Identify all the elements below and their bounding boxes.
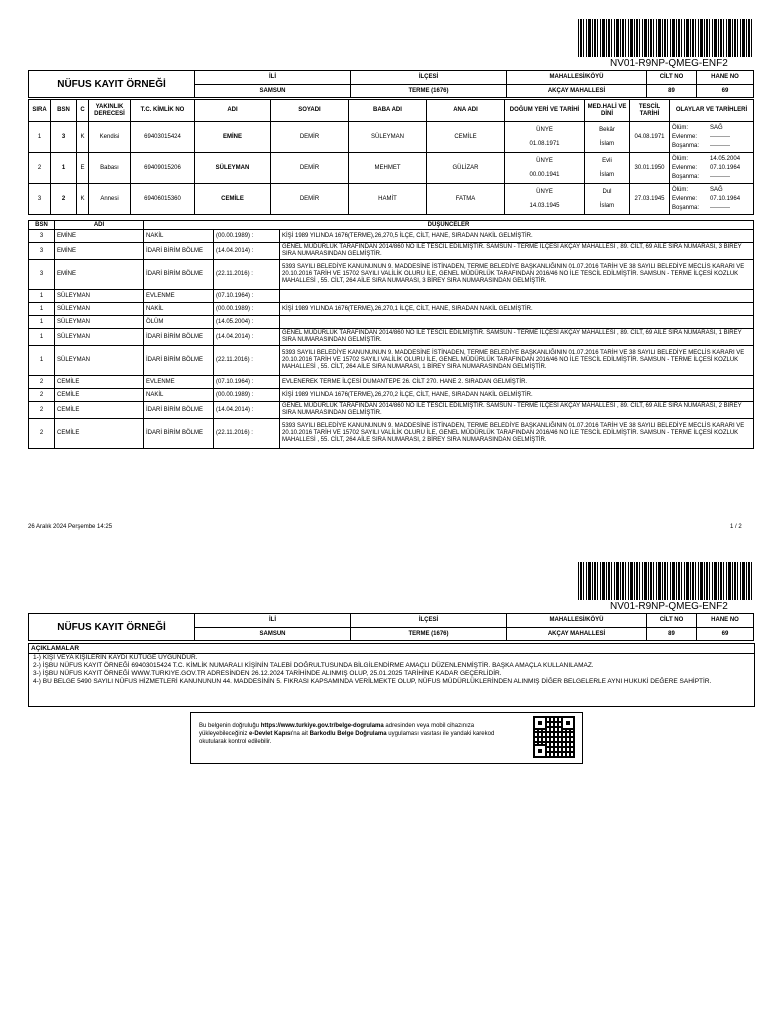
note-row (29, 303, 754, 316)
note-tarih: (22.11.2016) : (214, 419, 280, 449)
barcode-top (578, 19, 752, 57)
person-olaylar: Ölüm: SAĞ Evlenme: ---------- Boşanma: ---------- (670, 122, 754, 153)
verification-link[interactable]: https://www.turkiye.gov.tr/belge-dogrulama (260, 723, 384, 729)
persons-col-header: MED.HALİ VE DİNİ (585, 100, 630, 122)
note-tip: NAKİL (144, 303, 214, 316)
person-olaylar: Ölüm: SAĞ Evlenme: 07.10.1964 Boşanma: ---------- (670, 184, 754, 215)
person-ana: GÜLİZAR (427, 153, 505, 184)
person-medeni-din: Evli İslam (585, 153, 630, 184)
person-dogum: ÜNYE 14.03.1945 (505, 184, 585, 215)
person-sira: 1 (29, 122, 51, 153)
barcode-bottom (578, 562, 752, 600)
note-tip: İDARİ BİRİM BÖLME (144, 419, 214, 449)
note-adi: SÜLEYMAN (55, 316, 144, 329)
persons-col-header: BABA ADI (349, 100, 427, 122)
person-tc: 69403015424 (131, 122, 195, 153)
document-code: NV01-R9NP-QMEG-ENF2 (610, 601, 728, 612)
note-bsn: 3 (29, 260, 55, 290)
person-soyadi: DEMİR (271, 184, 349, 215)
person-adi: CEMİLE (195, 184, 271, 215)
note-bsn: 3 (29, 230, 55, 243)
person-baba: MEHMET (349, 153, 427, 184)
note-row (29, 329, 754, 346)
person-olaylar: Ölüm: 14.05.2004 Evlenme: 07.10.1964 Boşanma: ---------- (670, 153, 754, 184)
note-bsn: 2 (29, 389, 55, 402)
note-text: KİŞİ 1989 YILINDA 1676(TERME),26,270,5 İLÇE, CİLT, HANE, SIRADAN NAKİL GELMİŞTİR. (280, 230, 754, 243)
person-adi: EMİNE (195, 122, 271, 153)
person-baba: SÜLEYMAN (349, 122, 427, 153)
verification-text: Bu belgenin doğruluğu https://www.turkiye.gov.tr/belge-dogrulama adresinden veya mobil cihazınıza yükleyebileceğiniz e-Devlet Kapısı'na ait Barkodlu Belge Doğrulama uygulaması vasıtası ile yandaki karekod okutularak kontrol edilebilir. (199, 723, 495, 745)
header-label: CİLT NO (647, 614, 697, 628)
person-soyadi: DEMİR (271, 153, 349, 184)
note-adi: EMİNE (55, 230, 144, 243)
note-row (29, 376, 754, 389)
person-tc: 69409015206 (131, 153, 195, 184)
note-tarih: (14.04.2014) : (214, 329, 280, 346)
note-adi: CEMİLE (55, 389, 144, 402)
note-row (29, 230, 754, 243)
note-tip: İDARİ BİRİM BÖLME (144, 329, 214, 346)
person-tescil: 04.08.1971 (630, 122, 670, 153)
note-tip: İDARİ BİRİM BÖLME (144, 260, 214, 290)
person-soyadi: DEMİR (271, 122, 349, 153)
note-bsn: 3 (29, 243, 55, 260)
note-adi: SÜLEYMAN (55, 346, 144, 376)
note-bsn: 1 (29, 346, 55, 376)
aciklama-item: 3-) İŞBU NÜFUS KAYIT ÖRNEĞİ WWW.TURKIYE.GOV.TR ADRESİNDEN 26.12.2024 TARİHİNDE ALINMIŞ OLUP, 25.01.2025 TARİHİNE KADAR GEÇERLİDİR. (33, 670, 502, 677)
note-tip: NAKİL (144, 389, 214, 402)
header-table-2 (28, 613, 754, 641)
header-value: 89 (647, 628, 697, 641)
note-row (29, 243, 754, 260)
header-label: CİLT NO (647, 71, 697, 85)
note-text (280, 290, 754, 303)
note-row (29, 419, 754, 449)
header-label: MAHALLESİ/KÖYÜ (507, 71, 647, 85)
note-bsn: 1 (29, 329, 55, 346)
person-ana: FATMA (427, 184, 505, 215)
doc-title: NÜFUS KAYIT ÖRNEĞİ (29, 614, 195, 641)
persons-col-header: OLAYLAR VE TARİHLERİ (670, 100, 754, 122)
note-tarih: (07.10.1964) : (214, 376, 280, 389)
person-yakinlik: Annesi (89, 184, 131, 215)
person-cinsiyet: E (77, 153, 89, 184)
persons-col-header: DOĞUM YERİ VE TARİHİ (505, 100, 585, 122)
notes-table (28, 220, 754, 449)
note-tarih: (00.00.1989) : (214, 389, 280, 402)
verification-box (190, 712, 583, 764)
note-tip: EVLENME (144, 376, 214, 389)
person-adi: SÜLEYMAN (195, 153, 271, 184)
note-row (29, 389, 754, 402)
note-tip: İDARİ BİRİM BÖLME (144, 402, 214, 419)
note-adi: SÜLEYMAN (55, 290, 144, 303)
note-text: EVLENEREK TERME İLÇESİ DUMANTEPE 26. CİLT 270. HANE 2. SIRADAN GELMİŞTİR. (280, 376, 754, 389)
header-value: TERME (1676) (351, 628, 507, 641)
note-tarih: (14.05.2004) : (214, 316, 280, 329)
note-bsn: 1 (29, 303, 55, 316)
header-label: İLÇESİ (351, 614, 507, 628)
note-tarih: (00.00.1989) : (214, 230, 280, 243)
aciklamalar-section (28, 643, 755, 707)
page-number: 1 / 2 (730, 524, 742, 530)
note-tarih: (07.10.1964) : (214, 290, 280, 303)
person-bsn: 3 (51, 122, 77, 153)
notes-col-header: BSN (29, 221, 55, 230)
header-label: İLÇESİ (351, 71, 507, 85)
persons-col-header: ADI (195, 100, 271, 122)
note-bsn: 2 (29, 376, 55, 389)
note-tip: EVLENME (144, 290, 214, 303)
note-tarih: (22.11.2016) : (214, 346, 280, 376)
note-tarih: (14.04.2014) : (214, 243, 280, 260)
person-medeni-din: Bekâr İslam (585, 122, 630, 153)
persons-col-header: YAKINLIK DERECESİ (89, 100, 131, 122)
note-adi: CEMİLE (55, 419, 144, 449)
header-label: HANE NO (697, 614, 754, 628)
note-tarih: (00.00.1989) : (214, 303, 280, 316)
person-sira: 3 (29, 184, 51, 215)
note-tarih: (14.04.2014) : (214, 402, 280, 419)
person-tescil: 27.03.1945 (630, 184, 670, 215)
header-value: 89 (647, 85, 697, 98)
notes-col-header: DÜŞÜNCELER (144, 221, 754, 230)
note-bsn: 2 (29, 419, 55, 449)
note-text: KİŞİ 1989 YILINDA 1676(TERME),26,270,2 İLÇE, CİLT, HANE, SIRADAN NAKİL GELMİŞTİR. (280, 389, 754, 402)
note-tip: İDARİ BİRİM BÖLME (144, 243, 214, 260)
header-label: İLİ (195, 71, 351, 85)
person-cinsiyet: K (77, 122, 89, 153)
person-row (29, 122, 754, 153)
person-bsn: 2 (51, 184, 77, 215)
note-tarih: (22.11.2016) : (214, 260, 280, 290)
document-code: NV01-R9NP-QMEG-ENF2 (610, 58, 728, 69)
note-bsn: 1 (29, 316, 55, 329)
note-row (29, 290, 754, 303)
header-value: SAMSUN (195, 85, 351, 98)
note-tip: NAKİL (144, 230, 214, 243)
note-text (280, 316, 754, 329)
header-label: HANE NO (697, 71, 754, 85)
note-text: GENEL MÜDÜRLÜK TARAFINDAN 2014/860 NO İLE TESCİL EDİLMİŞTİR. SAMSUN - TERME İLÇESİ AKÇAY MAHALLESİ , 89. CİLT, 69 AİLE SIRA NUMARASI, 2 BİREY SIRA NUMARASINDAN GELMİŞTİR. (280, 402, 754, 419)
aciklama-item: 2-) İŞBU NÜFUS KAYIT ÖRNEĞİ 69403015424 T.C. KİMLİK NUMARALI KİŞİNİN TALEBİ DOĞRULTUSUNDA BİLGİLENDİRME AMAÇLI DÜZENLENMİŞTİR. BAŞKA AMAÇLA KULLANILAMAZ. (33, 662, 594, 669)
note-row (29, 402, 754, 419)
note-text: KİŞİ 1989 YILINDA 1676(TERME),26,270,1 İLÇE, CİLT, HANE, SIRADAN NAKİL GELMİŞTİR. (280, 303, 754, 316)
person-medeni-din: Dul İslam (585, 184, 630, 215)
person-row (29, 153, 754, 184)
note-adi: EMİNE (55, 260, 144, 290)
persons-col-header: TESCİL TARİHİ (630, 100, 670, 122)
person-yakinlik: Babası (89, 153, 131, 184)
person-bsn: 1 (51, 153, 77, 184)
persons-col-header: C (77, 100, 89, 122)
note-text: 5393 SAYILI BELEDİYE KANUNUNUN 9. MADDESİNE İSTİNADEN, TERME BELEDİYE BAŞKANLIĞININ 01.07.2016 TARİH VE 38 SAYILI BELEDİYE MECLİS KARARI VE 20.10.2016 TARİH VE 15702 SAYILI VALİLİK OLURU İLE, GENEL MÜDÜRLÜK TARAFINDAN 2016/46 NO İLE TESCİL EDİLMİŞTİR. SAMSUN - TERME İLÇESİ KOZLUK MAHALLESİ , 55. CİLT, 264 AİLE SIRA NUMARASI, 1 BİREY SIRA NUMARASINDAN GELMİŞTİR. (280, 346, 754, 376)
header-value: 69 (697, 628, 754, 641)
header-label: İLİ (195, 614, 351, 628)
header-value: SAMSUN (195, 628, 351, 641)
note-adi: CEMİLE (55, 402, 144, 419)
person-sira: 2 (29, 153, 51, 184)
persons-col-header: SIRA (29, 100, 51, 122)
note-adi: CEMİLE (55, 376, 144, 389)
person-cinsiyet: K (77, 184, 89, 215)
note-text: 5393 SAYILI BELEDİYE KANUNUNUN 9. MADDESİNE İSTİNADEN, TERME BELEDİYE BAŞKANLIĞININ 01.07.2016 TARİH VE 38 SAYILI BELEDİYE MECLİS KARARI VE 20.10.2016 TARİH VE 15702 SAYILI VALİLİK OLURU İLE, GENEL MÜDÜRLÜK TARAFINDAN 2016/46 NO İLE TESCİL EDİLMİŞTİR. SAMSUN - TERME İLÇESİ KOZLUK MAHALLESİ , 55. CİLT, 264 AİLE SIRA NUMARASI, 2 BİREY SIRA NUMARASINDAN GELMİŞTİR. (280, 419, 754, 449)
aciklamalar-heading: AÇIKLAMALAR (29, 644, 754, 654)
note-text: GENEL MÜDÜRLÜK TARAFINDAN 2014/860 NO İLE TESCİL EDİLMİŞTİR. SAMSUN - TERME İLÇESİ AKÇAY MAHALLESİ , 89. CİLT, 69 AİLE SIRA NUMARASI, 3 BİREY SIRA NUMARASINDAN GELMİŞTİR. (280, 243, 754, 260)
persons-col-header: BSN (51, 100, 77, 122)
note-adi: EMİNE (55, 243, 144, 260)
header-label: MAHALLESİ/KÖYÜ (507, 614, 647, 628)
print-date: 26 Aralık 2024 Perşembe 14:25 (28, 524, 113, 530)
header-value: 69 (697, 85, 754, 98)
person-row (29, 184, 754, 215)
header-table (28, 70, 754, 98)
note-bsn: 2 (29, 402, 55, 419)
person-ana: CEMİLE (427, 122, 505, 153)
header-value: AKÇAY MAHALLESİ (507, 85, 647, 98)
note-tip: İDARİ BİRİM BÖLME (144, 346, 214, 376)
doc-title: NÜFUS KAYIT ÖRNEĞİ (29, 71, 195, 98)
notes-col-header: ADI (55, 221, 144, 230)
note-adi: SÜLEYMAN (55, 329, 144, 346)
person-yakinlik: Kendisi (89, 122, 131, 153)
persons-col-header: T.C. KİMLİK NO (131, 100, 195, 122)
note-tip: ÖLÜM (144, 316, 214, 329)
person-baba: HAMİT (349, 184, 427, 215)
header-value: TERME (1676) (351, 85, 507, 98)
qr-code (533, 716, 575, 758)
persons-table (28, 99, 754, 215)
note-adi: SÜLEYMAN (55, 303, 144, 316)
note-row (29, 346, 754, 376)
person-dogum: ÜNYE 01.08.1971 (505, 122, 585, 153)
person-tc: 69406015360 (131, 184, 195, 215)
note-bsn: 1 (29, 290, 55, 303)
aciklama-item: 4-) BU BELGE 5490 SAYILI NÜFUS HİZMETLERİ KANUNUNUN 44. MADDESİNİN 5. FIKRASI KAPSAMINDA VERİLMEKTE OLUP, NÜFUS MÜDÜRLÜKLERİNDEN ALINMIŞ DİĞER BELGELERLE AYNI HUKUKİ DEĞERE SAHİPTİR. (33, 678, 712, 685)
note-text: 5393 SAYILI BELEDİYE KANUNUNUN 9. MADDESİNE İSTİNADEN, TERME BELEDİYE BAŞKANLIĞININ 01.07.2016 TARİH VE 38 SAYILI BELEDİYE MECLİS KARARI VE 20.10.2016 TARİH VE 15702 SAYILI VALİLİK OLURU İLE, GENEL MÜDÜRLÜK TARAFINDAN 2016/46 NO İLE TESCİL EDİLMİŞTİR. SAMSUN - TERME İLÇESİ KOZLUK MAHALLESİ , 55. CİLT, 264 AİLE SIRA NUMARASI, 3 BİREY SIRA NUMARASINDAN GELMİŞTİR. (280, 260, 754, 290)
aciklama-item: 1-) KİŞİ VEYA KİŞİLERİN KAYDI KÜTÜĞE UYGUNDUR. (33, 654, 198, 661)
persons-col-header: SOYADI (271, 100, 349, 122)
note-text: GENEL MÜDÜRLÜK TARAFINDAN 2014/860 NO İLE TESCİL EDİLMİŞTİR. SAMSUN - TERME İLÇESİ AKÇAY MAHALLESİ , 89. CİLT, 69 AİLE SIRA NUMARASI, 1 BİREY SIRA NUMARASINDAN GELMİŞTİR. (280, 329, 754, 346)
person-tescil: 30.01.1950 (630, 153, 670, 184)
persons-col-header: ANA ADI (427, 100, 505, 122)
note-row (29, 260, 754, 290)
header-value: AKÇAY MAHALLESİ (507, 628, 647, 641)
note-row (29, 316, 754, 329)
person-dogum: ÜNYE 00.00.1941 (505, 153, 585, 184)
